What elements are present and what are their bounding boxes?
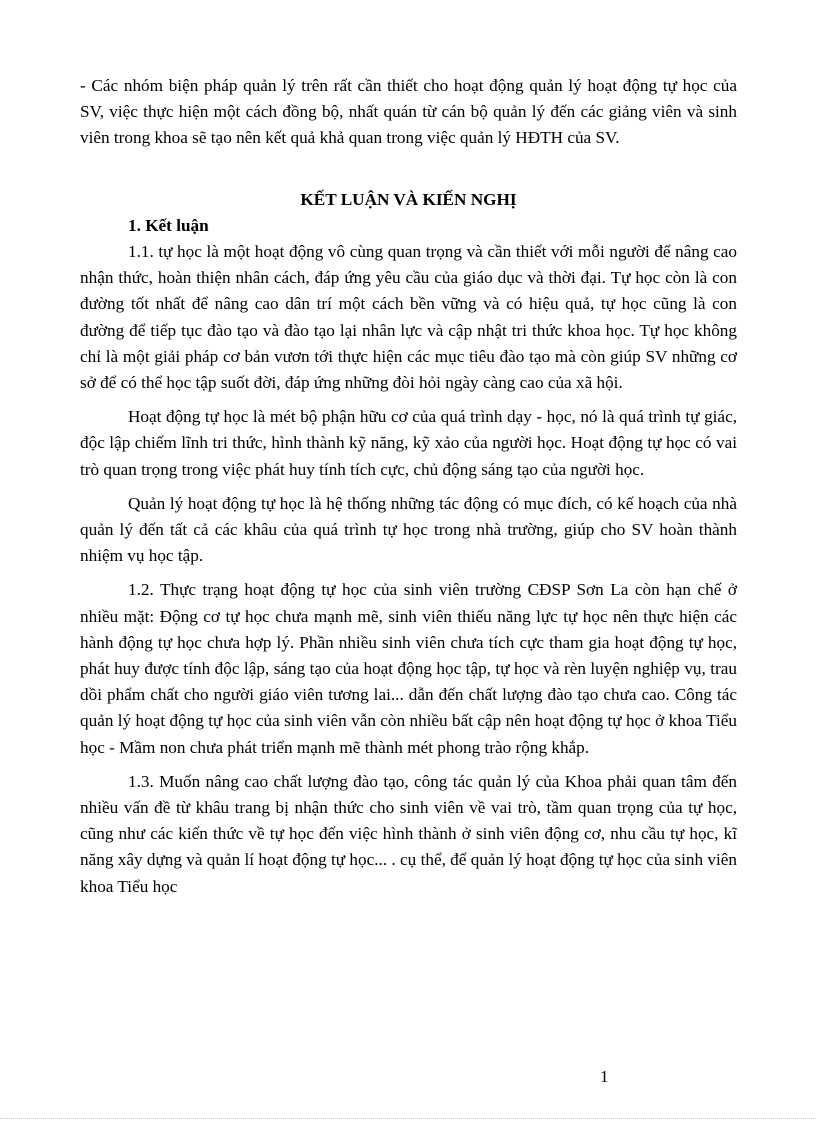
paragraph-1-2: 1.2. Thực trạng hoạt động tự học của sinh viên trường CĐSP Sơn La còn hạn chế ở nhiều mặt: Động cơ tự học chưa mạnh mẽ, sinh viên thiếu năng lực tự học nên thực hiện các hành động tự học chưa hợp lý. Phần nhiều sinh viên chưa tích cực tham gia hoạt động tự học, phát huy được tính độc lập, sáng tạo của hoạt động học tập, tự học và rèn luyện nghiệp vụ, trau dồi phẩm chất cho người giáo viên tương lai... dẫn đến chất lượng đào tạo chưa cao. Công tác quản lý hoạt động tự học của sinh viên vẫn còn nhiều bất cập nên hoạt động tự học ở khoa Tiểu học - Mầm non chưa phát triển mạnh mẽ thành mét phong trào rộng khắp. bbox=[80, 580, 737, 757]
paragraph-1-1: 1.1. tự học là một hoạt động vô cùng quan trọng và cần thiết với mỗi người để nâng cao nhận thức, hoàn thiện nhân cách, đáp ứng yêu cầu của giáo dục và thời đại. Tự học còn là con đường tốt nhất để nâng cao dân trí một cách bền vững và có hiệu quả, tự học cũng là con đường để tiếp tục đào tạo và đào tạo lại nhân lực và cập nhật tri thức khoa học. Tự học không chỉ là một giải pháp cơ bản vươn tới thực hiện các mục tiêu đào tạo mà còn giúp SV những cơ sở để có thể học tập suốt đời, đáp ứng những đòi hỏi ngày càng cao của xã hội. bbox=[80, 242, 737, 393]
page-content bbox=[80, 73, 737, 900]
section-title: KẾT LUẬN VÀ KIẾN NGHỊ bbox=[300, 189, 517, 209]
intro-paragraph: - Các nhóm biện pháp quản lý trên rất cần thiết cho hoạt động quản lý hoạt động tự học của SV, việc thực hiện một cách đồng bộ, nhất quán từ cán bộ quản lý đến các giảng viên và sinh viên trong khoa sẽ tạo nên kết quả khả quan trong việc quản lý HĐTH của SV. bbox=[80, 76, 737, 148]
page-bottom-border bbox=[0, 1118, 816, 1119]
paragraph-activity-definition: Hoạt động tự học là mét bộ phận hữu cơ của quá trình dạy - học, nó là quá trình tự giác, độc lập chiếm lĩnh tri thức, hình thành kỹ năng, kỹ xảo của người học. Hoạt động tự học có vai trò quan trọng trong việc phát huy tính tích cực, chủ động sáng tạo của người học. bbox=[80, 407, 737, 479]
paragraph-management-definition: Quản lý hoạt động tự học là hệ thống những tác động có mục đích, có kế hoạch của nhà quản lý đến tất cả các khâu của quá trình tự học trong nhà trường, giúp cho SV hoàn thành nhiệm vụ học tập. bbox=[80, 493, 737, 566]
paragraph-1-3: 1.3. Muốn nâng cao chất lượng đào tạo, công tác quản lý của Khoa phải quan tâm đến nhiều vấn đề từ khâu trang bị nhận thức cho sinh viên về vai trò, tầm quan trọng của tự học, cũng như các kiến thức về tự học đến việc hình thành ở sinh viên động cơ, nhu cầu tự học, kĩ năng xây dựng và quản lí hoạt động tự học... . cụ thể, để quản lý hoạt động tự học của sinh viên khoa Tiểu học bbox=[80, 771, 737, 896]
subsection-title: 1. Kết luận bbox=[128, 215, 209, 235]
page-number: 1 bbox=[600, 1067, 609, 1086]
